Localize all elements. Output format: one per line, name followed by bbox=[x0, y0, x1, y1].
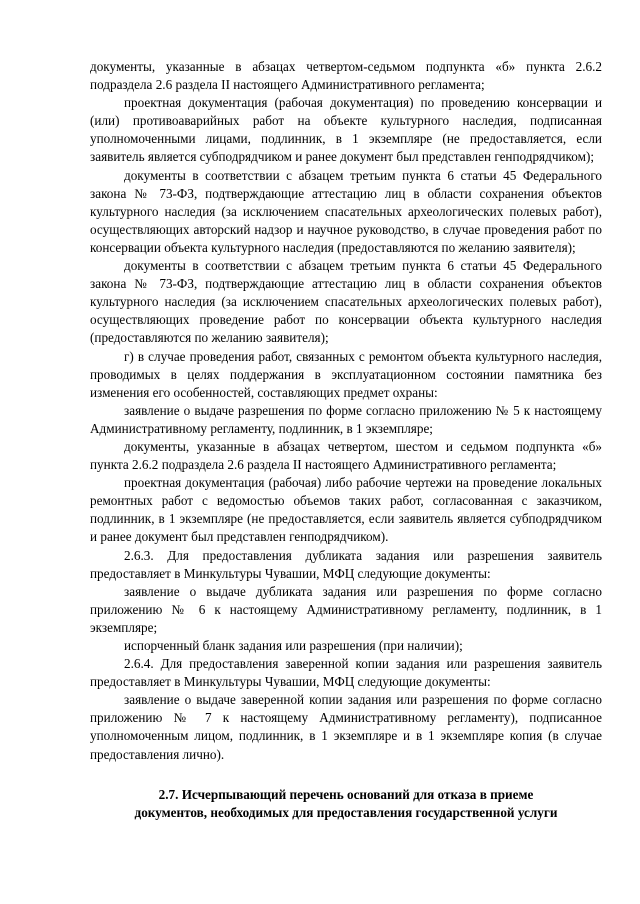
section-heading-line-1: 2.7. Исчерпывающий перечень оснований для отказа в приеме bbox=[158, 786, 534, 802]
paragraph-12: 2.6.4. Для предоставления заверенной копии задания или разрешения заявитель предоставляет в Минкультуры Чувашии, МФЦ следующие документы: bbox=[90, 656, 602, 690]
paragraph-13: заявление о выдаче заверенной копии задания или разрешения по форме согласно приложению № 7 к настоящему Административному регламенту), подписанное уполномоченным лицом, подлинник, в 1 экземпляре и в 1 экземпляре копия (в случае предоставления лично). bbox=[90, 692, 602, 762]
paragraph-7: документы, указанные в абзацах четвертом, шестом и седьмом подпункта «б» пункта 2.6.2 подраздела 2.6 раздела II настоящего Административного регламента; bbox=[90, 438, 602, 473]
paragraph-8: проектная документация (рабочая) либо рабочие чертежи на проведение локальных ремонтных работ с ведомостью объемов таких работ, согласованная с заказчиком, подлинник, в 1 экземпляре (не предоставляется, если заявитель является субподрядчиком и ранее документ был представлен генподрядчиком). bbox=[90, 475, 602, 545]
document-page bbox=[90, 58, 602, 822]
section-heading-line-2: документов, необходимых для предоставления государственной услуги bbox=[134, 804, 558, 820]
paragraph-5: г) в случае проведения работ, связанных с ремонтом объекта культурного наследия, проводимых в целях поддержания в эксплуатационном состоянии памятника без изменения его особенностей, составляющих предмет охраны: bbox=[90, 348, 602, 400]
paragraph-6: заявление о выдаче разрешения по форме согласно приложению № 5 к настоящему Административному регламенту, подлинник, в 1 экземпляре; bbox=[90, 402, 602, 436]
paragraph-2: проектная документация (рабочая документация) по проведению консервации и (или) противоаварийных работ на объекте культурного наследия, подписанная уполномоченными лицами, подлинник, в 1 экземпляре (не предоставляется, если заявитель является субподрядчиком и ранее документ был представлен генподрядчиком); bbox=[90, 95, 602, 165]
paragraph-1: документы, указанные в абзацах четвертом-седьмом подпункта «б» пункта 2.6.2 подраздела 2.6 раздела II настоящего Административного регламента; bbox=[90, 59, 602, 93]
paragraph-9: 2.6.3. Для предоставления дубликата задания или разрешения заявитель предоставляет в Минкультуры Чувашии, МФЦ следующие документы: bbox=[90, 547, 602, 581]
paragraph-11: испорченный бланк задания или разрешения (при наличии); bbox=[124, 638, 463, 653]
paragraph-10: заявление о выдаче дубликата задания или разрешения по форме согласно приложению № 6 к настоящему Административному регламенту, подлинник, в 1 экземпляре; bbox=[90, 583, 602, 635]
paragraph-4: документы в соответствии с абзацем третьим пункта 6 статьи 45 Федерального закона № 73-ФЗ, подтверждающие аттестацию лиц в области сохранения объектов культурного наследия (за исключением спасательных археологических полевых работ), осуществляющих проведение работ по консервации объекта культурного наследия (предоставляются по желанию заявителя); bbox=[90, 258, 602, 346]
section-heading bbox=[90, 786, 602, 822]
paragraph-3: документы в соответствии с абзацем третьим пункта 6 статьи 45 Федерального закона № 73-ФЗ, подтверждающие аттестацию лиц в области сохранения объектов культурного наследия (за исключением спасательных археологических полевых работ), осуществляющих авторский надзор и научное руководство, в случае проведения работ по консервации объекта культурного наследия (предоставляются по желанию заявителя); bbox=[90, 167, 602, 255]
